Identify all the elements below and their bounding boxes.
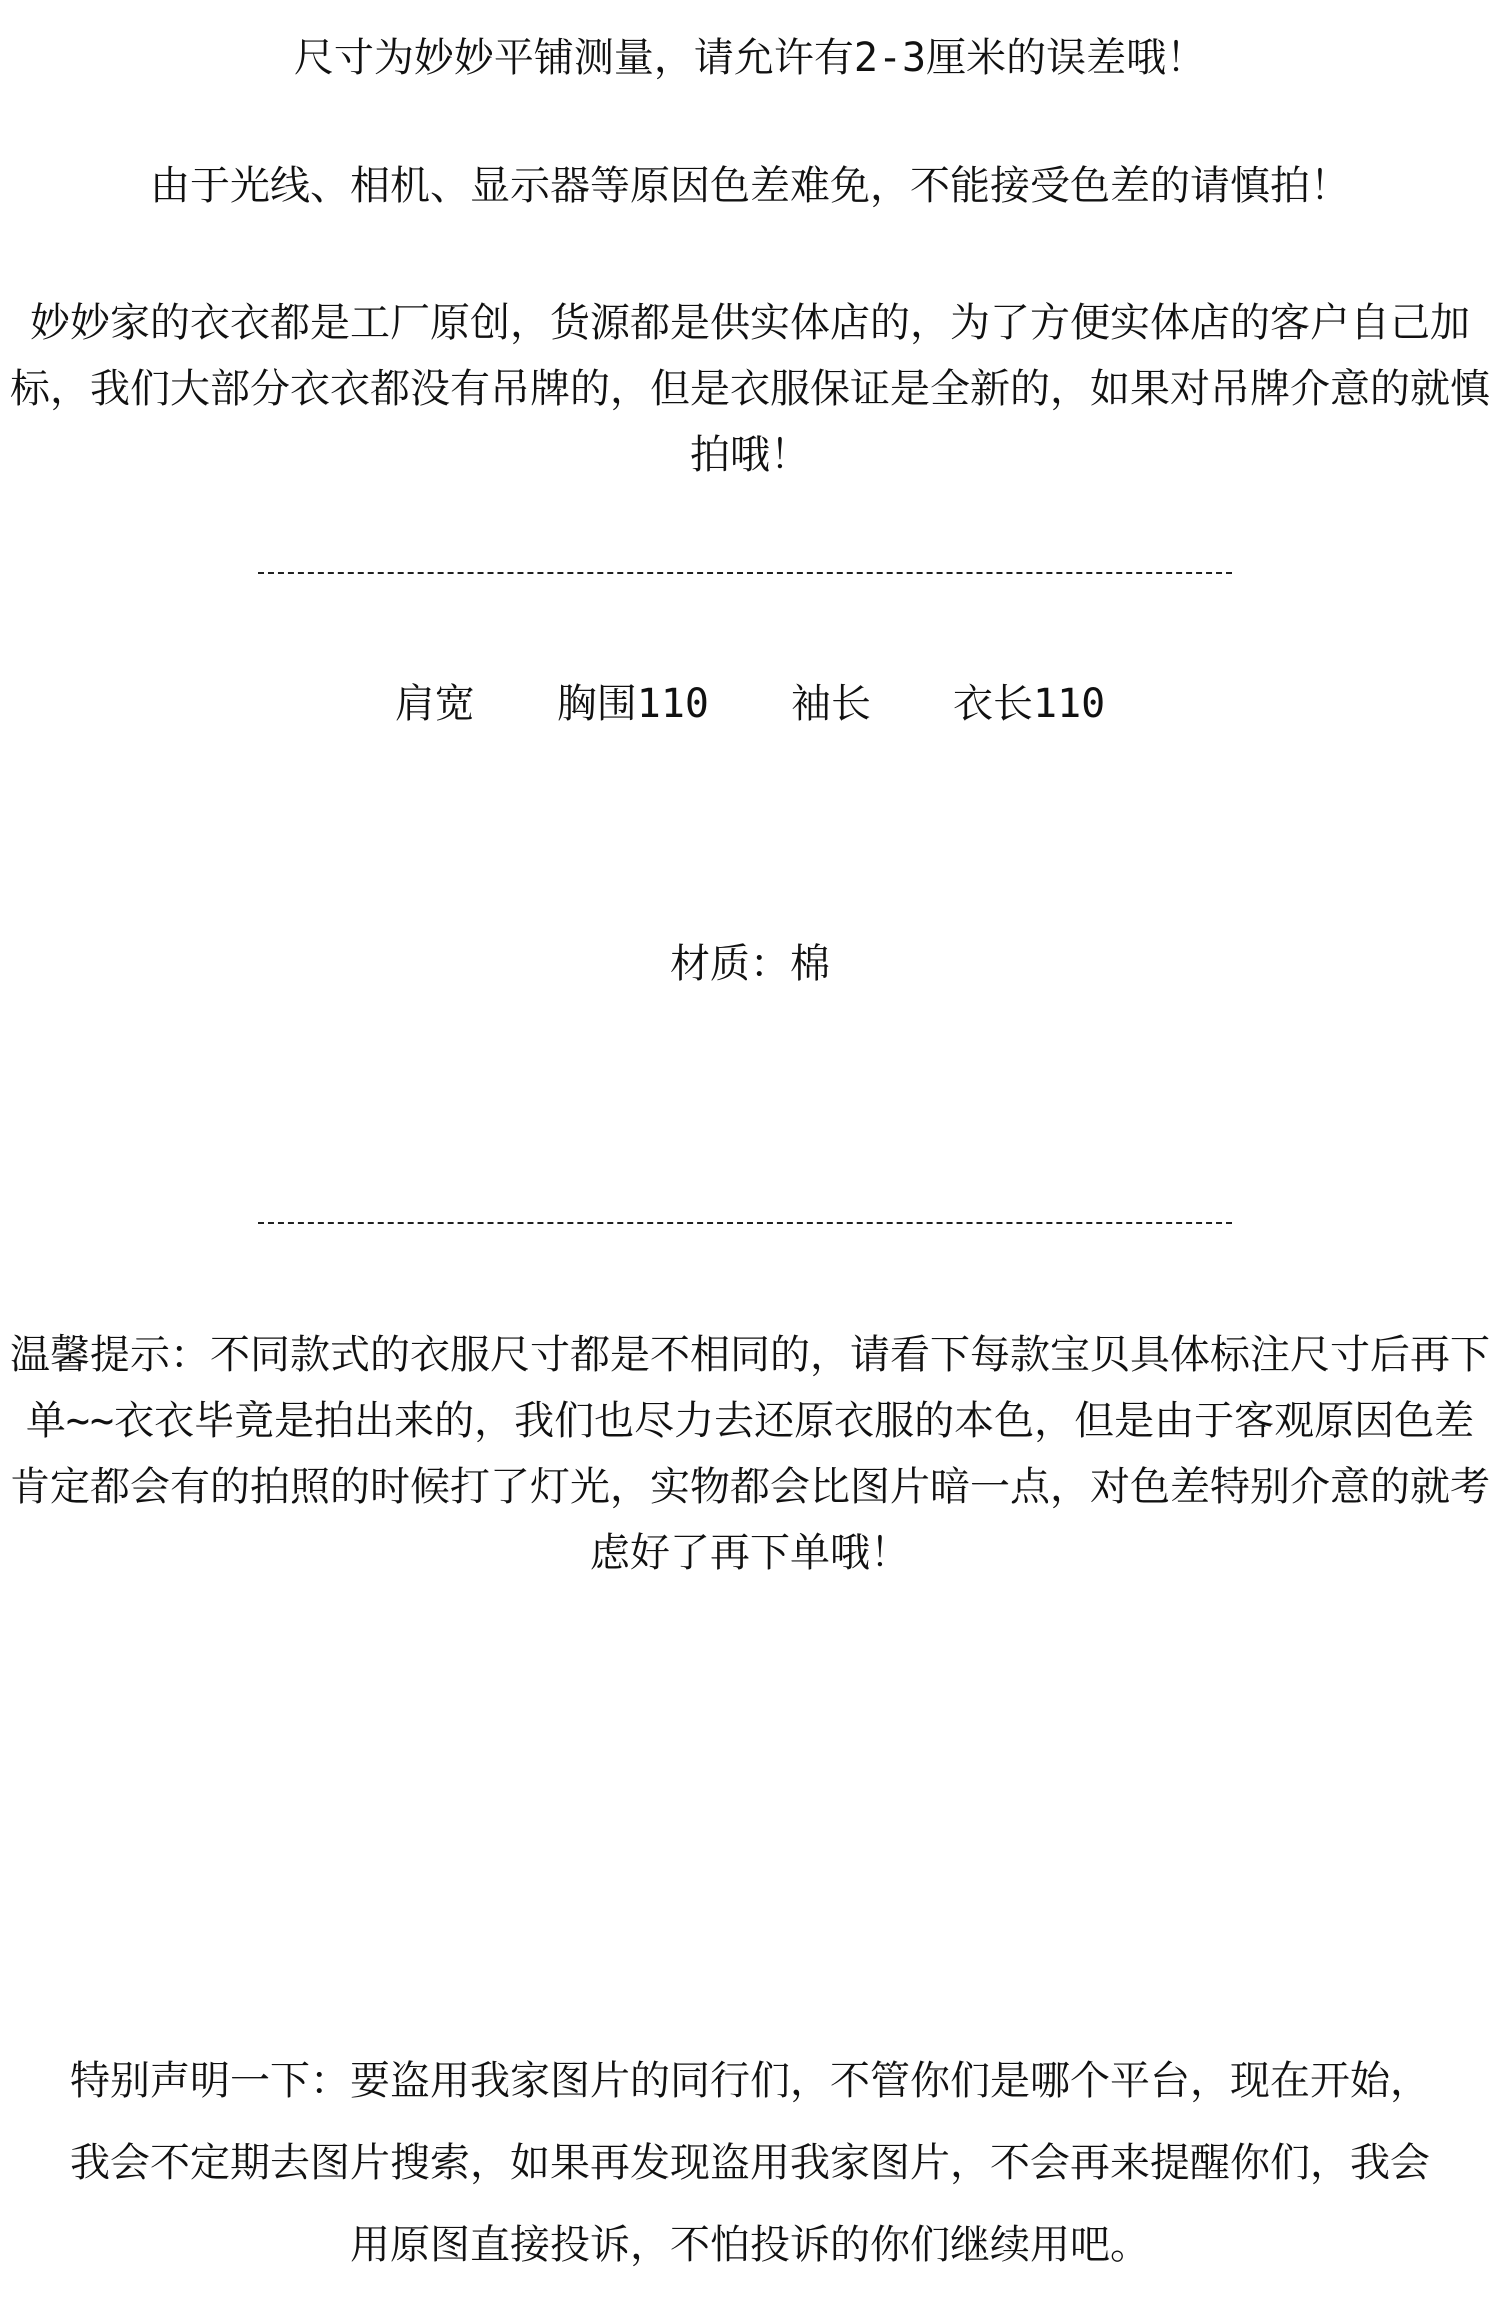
statement-note: 特别声明一下：要盗用我家图片的同行们，不管你们是哪个平台，现在开始，我会不定期去图片搜索，如果再发现盗用我家图片，不会再来提醒你们，我会用原图直接投诉，不怕投诉的你们继续用吧。 bbox=[70, 2058, 1430, 2268]
color-note: 由于光线、相机、显示器等原因色差难免，不能接受色差的请慎拍！ bbox=[150, 163, 1350, 209]
spec-sleeve: 袖长 bbox=[791, 681, 871, 727]
tips-note: 温馨提示：不同款式的衣服尺寸都是不相同的，请看下每款宝贝具体标注尺寸后再下单~~衣衣毕竟是拍出来的，我们也尽力去还原衣服的本色，但是由于客观原因色差肯定都会有的拍照的时候打了灯光，实物都会比图片暗一点，对色差特别介意的就考虑好了再下单哦！ bbox=[10, 1332, 1490, 1576]
divider-top bbox=[258, 572, 1232, 574]
tag-note: 妙妙家的衣衣都是工厂原创，货源都是供实体店的，为了方便实体店的客户自己加标，我们大部分衣衣都没有吊牌的，但是衣服保证是全新的，如果对吊牌介意的就慎拍哦！ bbox=[10, 300, 1490, 478]
size-note: 尺寸为妙妙平铺测量，请允许有2-3厘米的误差哦！ bbox=[293, 35, 1207, 81]
material-label: 材质：棉 bbox=[670, 941, 830, 987]
spec-chest: 胸围110 bbox=[556, 681, 709, 727]
spec-shoulder: 肩宽 bbox=[394, 681, 475, 727]
size-specs bbox=[0, 682, 1500, 726]
spec-length: 衣长110 bbox=[953, 681, 1106, 727]
divider-bottom bbox=[258, 1222, 1232, 1224]
